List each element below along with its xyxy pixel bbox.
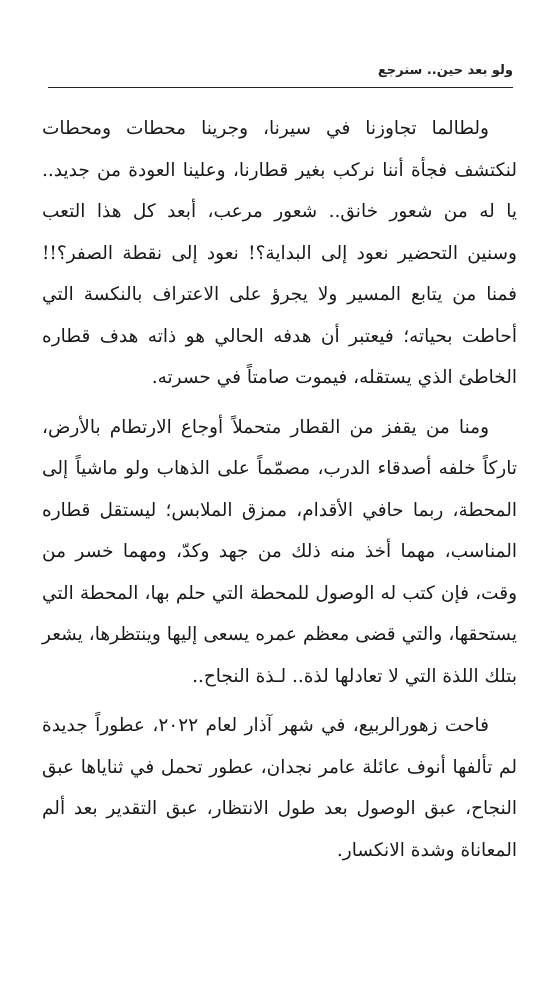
- running-header: ولو بعد حين.. سنرجع: [377, 63, 513, 78]
- paragraph: فاحت زهورالربيع، في شهر آذار لعام ٢٠٢٢، عطوراً جديدة لم تألفها أنوف عائلة عامر نجدان، عطور تحمل في ثناياها عبق النجاح، عبق الوصول بعد طول الانتظار، عبق التقدير بعد ألم المعاناة وشدة الانكسار.: [42, 715, 517, 861]
- paragraph: ومنا من يقفز من القطار متحملاً أوجاع الارتطام بالأرض، تاركاً خلفه أصدقاء الدرب، مصمّماً على الذهاب ولو ماشياً إلى المحطة، ربما حافي الأقدام، ممزق الملابس؛ ليستقل قطاره المناسب، مهما أخذ منه ذلك من جهد وكدّ، ومهما خسر من وقت، فإن كتب له الوصول للمحطة التي حلم بها، المحطة التي يستحقها، والتي قضى معظم عمره يسعى إليها وينتظرها، يشعر بتلك اللذة التي لا تعادلها لذة.. لـذة النجاح..: [42, 416, 517, 687]
- header-rule: [48, 87, 513, 88]
- body-text: [42, 108, 517, 871]
- paragraph: ولطالما تجاوزنا في سيرنا، وجرينا محطات ومحطات لنكتشف فجأة أننا نركب بغير قطارنا، وعلينا العودة من جديد.. يا له من شعور خانق.. شعور مرعب، أبعد كل هذا التعب وسنين التحضير نعود إلى البداية؟! نعود إلى نقطة الصفر؟!! فمنا من يتابع المسير ولا يجرؤ على الاعتراف بالنكسة التي أحاطت بحياته؛ فيعتبر أن هدفه الحالي هو ذاته هدف قطاره الخاطئ الذي يستقله، فيموت صامتاً في حسرته.: [42, 118, 517, 388]
